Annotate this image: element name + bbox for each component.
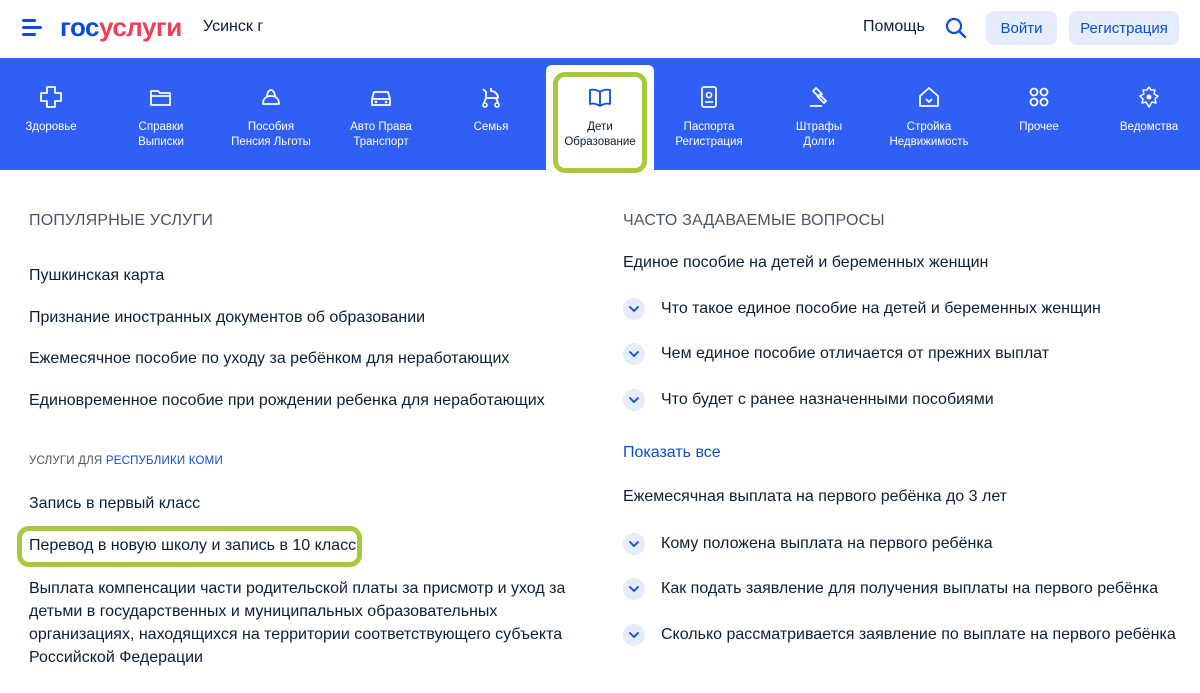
faq-question[interactable] (623, 624, 1176, 646)
category-label: Здоровье (25, 121, 77, 133)
faq-question[interactable] (623, 533, 993, 555)
category-label: Прочее (1019, 121, 1059, 133)
category-agencies[interactable] (1098, 58, 1200, 170)
faq-question-text: Сколько рассматривается заявление по выплате на первого ребёнка (661, 626, 1176, 643)
faq-question-text: Что будет с ранее назначенными пособиями (661, 391, 994, 408)
service-link[interactable]: Пушкинская карта (29, 267, 165, 284)
folder-icon (148, 84, 174, 110)
grid-icon (1026, 84, 1052, 110)
category-label: Авто Права Транспорт (350, 121, 412, 148)
gosuslugi-logo[interactable] (60, 12, 182, 43)
register-button[interactable]: Регистрация (1069, 11, 1179, 45)
purse-icon (258, 84, 284, 110)
health-cross-icon (38, 84, 64, 110)
category-other[interactable] (988, 58, 1090, 170)
faq-group-heading: Единое пособие на детей и беременных женщин (623, 254, 989, 271)
faq-question-text: Что такое единое пособие на детей и беременных женщин (661, 300, 1101, 317)
service-link[interactable]: Ежемесячное пособие по уходу за ребёнком для неработающих (29, 350, 510, 367)
chevron-down-icon (623, 389, 645, 411)
chevron-down-icon (623, 343, 645, 365)
faq-question-text: Кому положена выплата на первого ребёнка (661, 535, 993, 552)
service-link[interactable]: Запись в первый класс (29, 495, 201, 512)
category-auto[interactable] (330, 58, 432, 170)
house-icon (916, 84, 942, 110)
category-label: Справки Выписки (138, 121, 184, 148)
faq-question-text: Чем единое пособие отличается от прежних выплат (661, 345, 1050, 362)
chevron-down-icon (623, 578, 645, 600)
stroller-icon (478, 84, 504, 110)
site-header (0, 0, 1200, 58)
chevron-down-icon (623, 624, 645, 646)
menu-icon[interactable] (22, 18, 42, 38)
show-all-link[interactable]: Показать все (623, 444, 721, 461)
category-benefits[interactable] (220, 58, 322, 170)
category-label: Ведомства (1119, 121, 1179, 133)
category-label: Пособия Пенсия Льготы (231, 121, 311, 148)
category-label: Семья (473, 121, 509, 133)
category-health[interactable] (0, 58, 102, 170)
category-label: Паспорта Регистрация (675, 121, 743, 148)
chevron-down-icon (623, 298, 645, 320)
passport-icon (696, 84, 722, 110)
service-link[interactable]: Признание иностранных документов об образовании (29, 309, 426, 326)
category-passports[interactable] (658, 58, 760, 170)
region-name[interactable]: РЕСПУБЛИКИ КОМИ (105, 455, 223, 467)
faq-question[interactable] (623, 298, 1101, 320)
service-link[interactable]: Выплата компенсации части родительской платы за присмотр и уход за детьми в государственных и муниципальных образовательных организациях, находящихся на территории соответствующего субъекта Российской Федерации (29, 580, 566, 666)
faq-group-heading: Ежемесячная выплата на первого ребёнка до 3 лет (623, 488, 1008, 505)
popular-services-title: ПОПУЛЯРНЫЕ УСЛУГИ (29, 212, 214, 229)
faq-question[interactable] (623, 343, 1049, 365)
region-prefix: УСЛУГИ ДЛЯ (29, 455, 103, 467)
category-children-education[interactable] (546, 65, 654, 170)
logo-part-uslugi: услуги (99, 12, 182, 42)
login-button[interactable]: Войти (986, 11, 1057, 45)
help-link[interactable]: Помощь (863, 18, 925, 35)
search-icon[interactable] (945, 17, 967, 39)
faq-question[interactable] (623, 389, 994, 411)
service-link[interactable]: Единовременное пособие при рождении ребенка для неработающих (29, 392, 545, 409)
category-certificates[interactable] (110, 58, 212, 170)
regional-services-title (29, 455, 223, 467)
book-icon (587, 84, 613, 110)
category-label: Штрафы Долги (795, 121, 843, 148)
faq-question-text: Как подать заявление для получения выплаты на первого ребёнка (661, 580, 1158, 597)
chevron-down-icon (623, 533, 645, 555)
city-selector[interactable]: Усинск г (203, 18, 264, 35)
coat-of-arms-icon (1136, 84, 1162, 110)
faq-question[interactable] (623, 578, 1158, 600)
category-family[interactable] (440, 58, 542, 170)
gavel-icon (806, 84, 832, 110)
service-link-highlighted[interactable]: Перевод в новую школу и запись в 10 класс (29, 537, 357, 554)
category-bar (0, 58, 1200, 170)
category-construction[interactable] (878, 58, 980, 170)
faq-title: ЧАСТО ЗАДАВАЕМЫЕ ВОПРОСЫ (623, 212, 885, 229)
category-label: Дети Образование (564, 121, 636, 148)
category-label: Стройка Недвижимость (889, 121, 969, 148)
logo-part-gos: гос (60, 12, 99, 42)
category-fines[interactable] (768, 58, 870, 170)
car-icon (368, 84, 394, 110)
